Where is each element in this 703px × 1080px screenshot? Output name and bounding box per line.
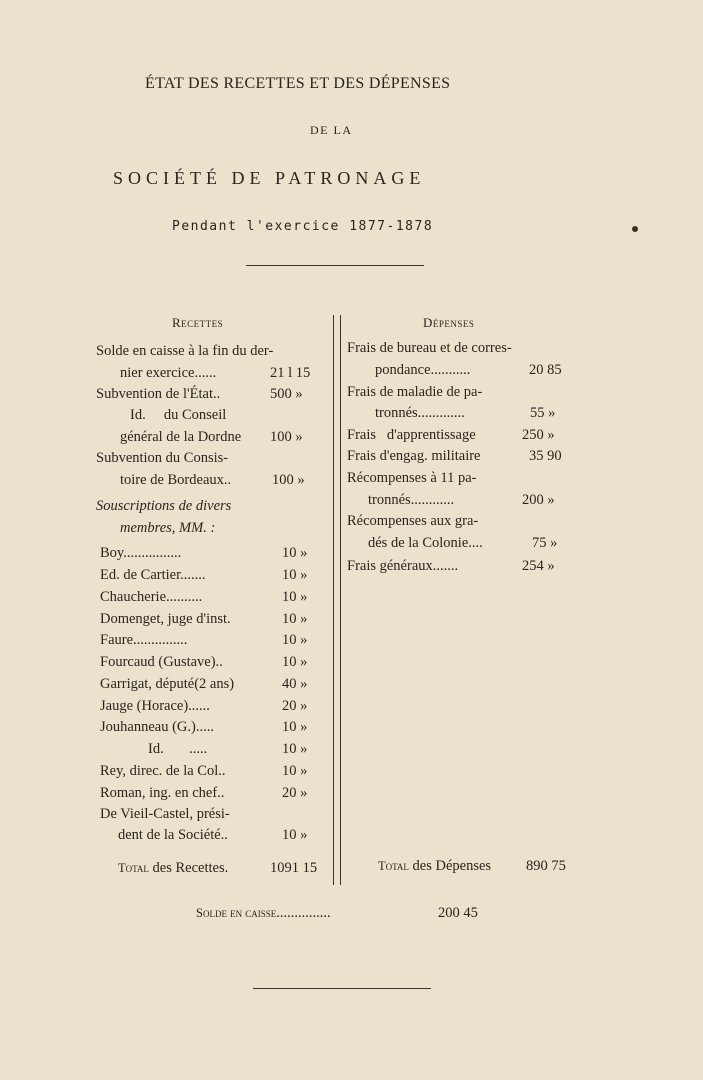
- amount: 55 »: [530, 405, 556, 421]
- amount: 10 »: [282, 741, 308, 757]
- amount: 10 »: [282, 589, 308, 605]
- solde-amount: 200 45: [438, 905, 478, 921]
- amount: 10 »: [282, 567, 308, 583]
- list-item: Jauge (Horace)......: [100, 698, 210, 714]
- solde-label: Solde en caisse: [196, 906, 277, 920]
- footer-divider: [253, 988, 431, 989]
- solde-line: [196, 905, 331, 922]
- list-item: Id. du Conseil: [130, 407, 227, 423]
- list-item: Subvention de l'État..: [96, 386, 221, 402]
- amount: 100 »: [270, 429, 303, 445]
- period-line: Pendant l'exercice 1877-1878: [172, 219, 434, 234]
- list-item: Chaucherie..........: [100, 589, 203, 605]
- list-item: nier exercice......: [120, 365, 217, 381]
- list-item: Faure...............: [100, 632, 188, 648]
- amount: 254 »: [522, 558, 555, 574]
- ink-spot: [632, 226, 638, 232]
- amount: 21 l 15: [270, 365, 311, 381]
- recettes-total-amount: 1091 15: [270, 860, 318, 876]
- amount: 10 »: [282, 654, 308, 670]
- list-item: dent de la Société..: [118, 827, 228, 843]
- column-divider-right: [340, 315, 341, 885]
- total-label: des Recettes.: [152, 860, 229, 876]
- amount: 20 »: [282, 785, 308, 801]
- amount: 250 »: [522, 427, 555, 443]
- amount: 500 »: [270, 386, 303, 402]
- list-item: Frais de bureau et de corres-: [347, 340, 512, 356]
- list-item: toire de Bordeaux..: [120, 472, 232, 488]
- list-item: Frais de maladie de pa-: [347, 384, 483, 400]
- list-item: Jouhanneau (G.).....: [100, 719, 214, 735]
- amount: 10 »: [282, 763, 308, 779]
- list-item: Récompenses à 11 pa-: [347, 470, 477, 486]
- amount: 10 »: [282, 719, 308, 735]
- solde-dots: ...............: [276, 905, 331, 921]
- list-item: Frais d'apprentissage: [347, 427, 476, 443]
- list-item: Frais d'engag. militaire: [347, 448, 481, 464]
- list-item: Frais généraux.......: [347, 558, 459, 574]
- amount: 10 »: [282, 545, 308, 561]
- list-item: Rey, direc. de la Col..: [100, 763, 226, 779]
- recettes-total-label: [118, 860, 228, 877]
- amount: 200 »: [522, 492, 555, 508]
- list-item: membres, MM. :: [120, 520, 216, 536]
- list-item: Fourcaud (Gustave)..: [100, 654, 223, 670]
- amount: 75 »: [532, 535, 558, 551]
- depenses-total-label: [378, 858, 491, 875]
- list-item: Id. .....: [148, 741, 208, 757]
- column-divider-left: [333, 315, 334, 885]
- list-item: Ed. de Cartier.......: [100, 567, 206, 583]
- amount: 10 »: [282, 632, 308, 648]
- list-item: Garrigat, député(2 ans): [100, 676, 235, 692]
- list-item: De Vieil-Castel, prési-: [100, 806, 230, 822]
- list-item: pondance...........: [375, 362, 471, 378]
- list-item: Subvention du Consis-: [96, 450, 229, 466]
- amount: 20 »: [282, 698, 308, 714]
- list-item: général de la Dordne: [120, 429, 242, 445]
- page-title: ÉTAT DES RECETTES ET DES DÉPENSES: [145, 75, 451, 92]
- list-item: tronnés............: [368, 492, 455, 508]
- total-label: des Dépenses: [412, 858, 492, 874]
- depenses-heading: Dépenses: [423, 315, 475, 330]
- subtitle-de-la: DE LA: [310, 123, 353, 137]
- amount: 20 85: [529, 362, 562, 378]
- society-name: SOCIÉTÉ DE PATRONAGE: [113, 168, 426, 188]
- amount: 100 »: [272, 472, 305, 488]
- list-item: Roman, ing. en chef..: [100, 785, 225, 801]
- recettes-heading: Recettes: [172, 315, 224, 330]
- amount: 35 90: [529, 448, 562, 464]
- list-item: tronnés.............: [375, 405, 465, 421]
- total-smallcaps: Total: [118, 861, 149, 875]
- list-item: dés de la Colonie....: [368, 535, 483, 551]
- header-divider: [246, 265, 424, 266]
- list-item: Récompenses aux gra-: [347, 513, 479, 529]
- amount: 10 »: [282, 611, 308, 627]
- amount: 40 »: [282, 676, 308, 692]
- list-item: Boy................: [100, 545, 182, 561]
- total-smallcaps: Total: [378, 859, 409, 873]
- amount: 10 »: [282, 827, 308, 843]
- depenses-total-amount: 890 75: [526, 858, 566, 874]
- list-item: Solde en caisse à la fin du der-: [96, 343, 274, 359]
- list-item: Domenget, juge d'inst.: [100, 611, 231, 627]
- list-item: Souscriptions de divers: [96, 498, 232, 514]
